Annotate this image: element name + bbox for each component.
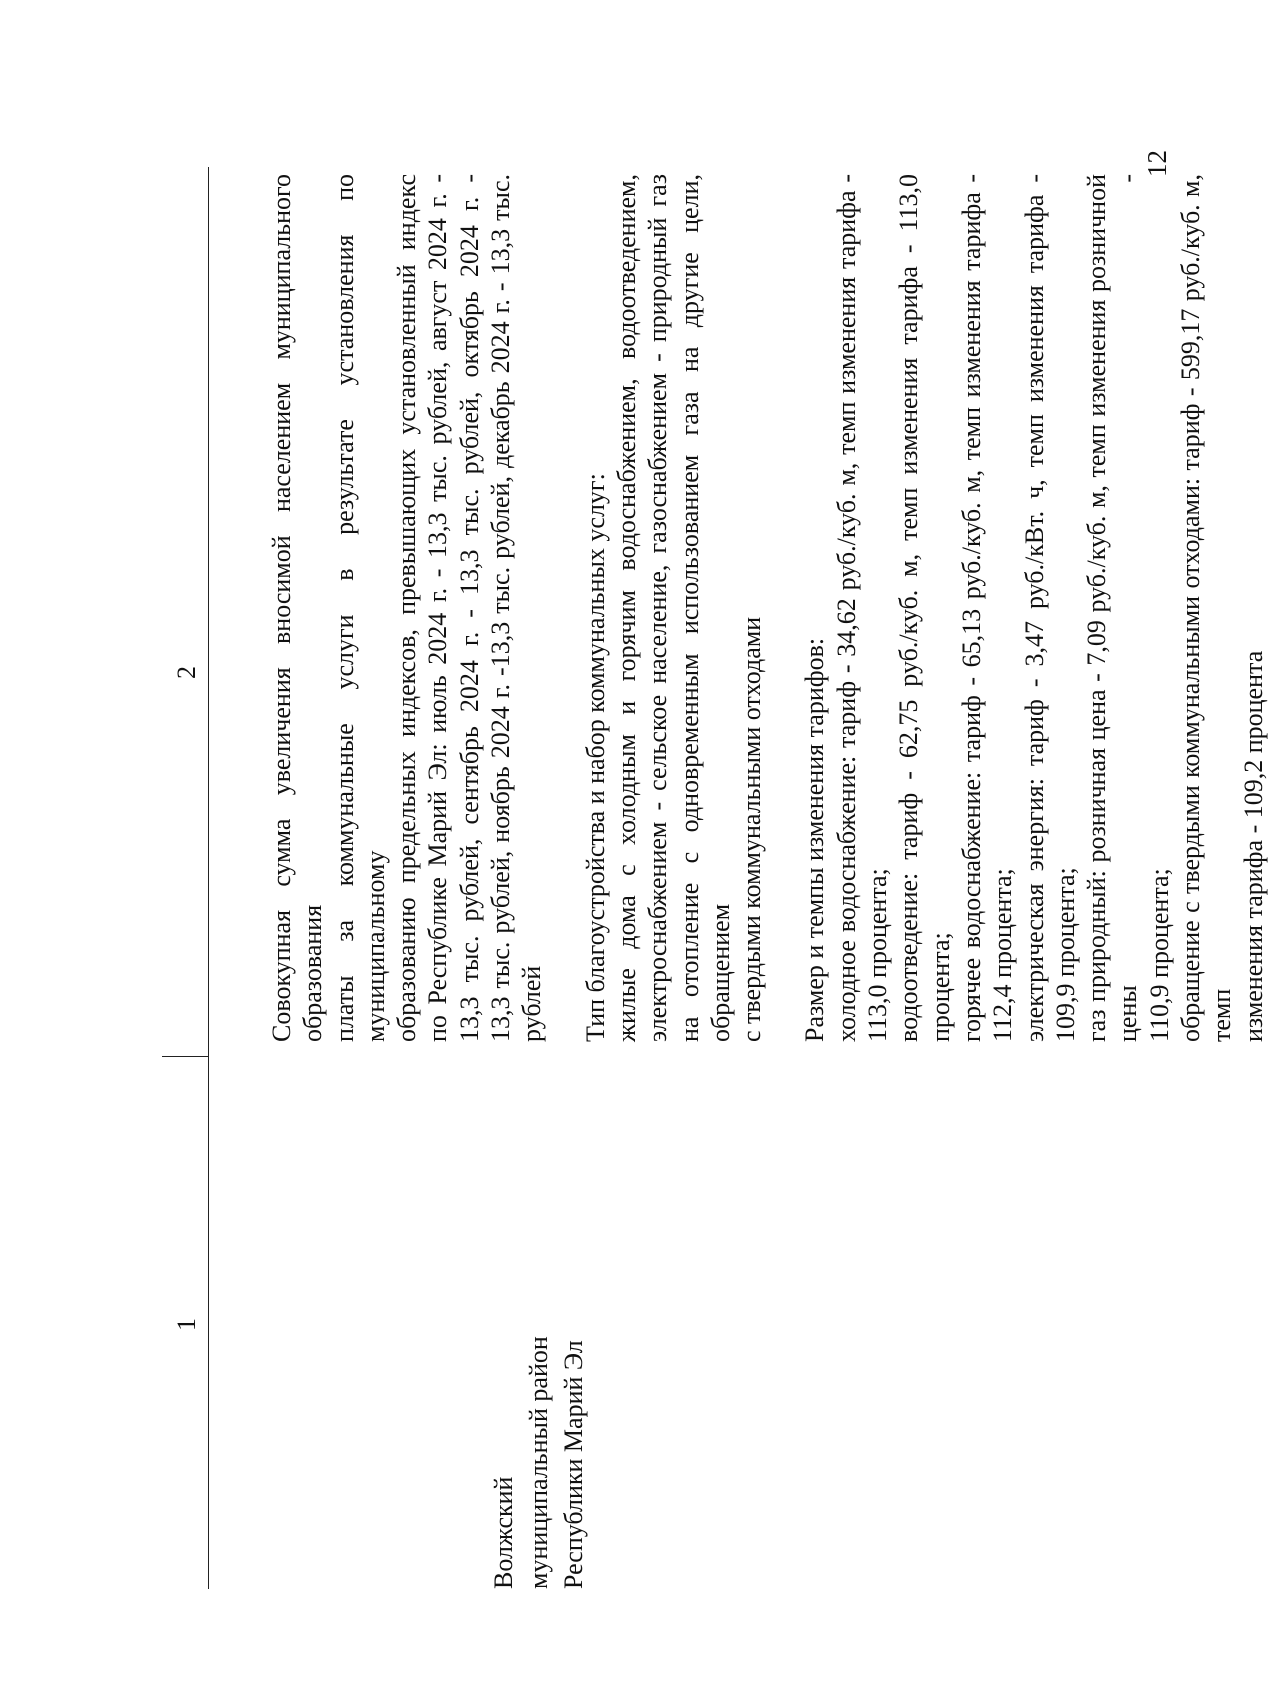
text-line: платы за коммунальные услуги в результате установления по муниципальному bbox=[329, 174, 390, 1042]
text-line: 112,4 процента; bbox=[988, 868, 1018, 1042]
text-line: 13,3 тыс. рублей, ноябрь 2024 г. -13,3 тыс. рублей, декабрь 2024 г. - 13,3 тыс. рублей bbox=[486, 174, 547, 1042]
text-line: 109,9 процента; bbox=[1050, 867, 1080, 1042]
text-line: электроснабжением - сельское население, газоснабжением - природный газ bbox=[643, 174, 673, 1042]
region-name-line: Республики Марий Эл bbox=[559, 1340, 588, 1589]
text-line: электрическая энергия: тариф - 3,47 руб./кВт. ч, темп изменения тарифа - bbox=[1019, 174, 1049, 1042]
paragraph-gap bbox=[548, 174, 580, 1042]
text-line: изменения тарифа - 109,2 процента bbox=[1238, 650, 1268, 1042]
services-block bbox=[580, 174, 768, 1042]
services-heading: Тип благоустройства и набор коммунальных услуг: bbox=[580, 473, 610, 1042]
text-line: с твердыми коммунальными отходами bbox=[737, 616, 767, 1042]
info-cell bbox=[266, 174, 1269, 1042]
table-column-divider bbox=[162, 1056, 208, 1057]
text-line: обращение с твердыми коммунальными отходами: тариф - 599,17 руб./куб. м, темп bbox=[1176, 174, 1237, 1042]
table-header-rule bbox=[208, 167, 209, 1589]
table-header-col2: 2 bbox=[172, 666, 201, 679]
text-line: 13,3 тыс. рублей, сентябрь 2024 г. - 13,3 тыс. рублей, октябрь 2024 г. - bbox=[454, 174, 484, 1042]
text-line: на отопление с одновременным использованием газа на другие цели, обращением bbox=[674, 174, 735, 1042]
text-line: холодное водоснабжение: тариф - 34,62 руб./куб. м, темп изменения тарифа - bbox=[831, 174, 861, 1042]
tariffs-block bbox=[799, 174, 1268, 1042]
tariffs-heading: Размер и темпы изменения тарифов: bbox=[800, 637, 830, 1042]
page-number: 12 bbox=[1142, 150, 1172, 177]
paragraph-gap bbox=[767, 174, 799, 1042]
text-line: горячее водоснабжение: тариф - 65,13 руб./куб. м, темп изменения тарифа - bbox=[956, 174, 986, 1042]
text-line: жилые дома с холодным и горячим водоснабжением, водоотведением, bbox=[611, 174, 641, 1042]
text-line: образованию предельных индексов, превышающих установленный индекс bbox=[392, 174, 422, 1042]
text-line: 110,9 процента; bbox=[1144, 868, 1174, 1042]
text-line: 113,0 процента; bbox=[863, 868, 893, 1042]
text-line: по Республике Марий Эл: июль 2024 г. - 13,3 тыс. рублей, август 2024 г. - bbox=[423, 174, 453, 1042]
region-name-line: муниципальный район bbox=[524, 1336, 553, 1589]
region-name-cell bbox=[486, 1069, 591, 1589]
payment-sum-block bbox=[266, 174, 548, 1042]
region-name-line: Волжский bbox=[489, 1476, 518, 1589]
table-header-col1: 1 bbox=[172, 1318, 201, 1331]
text-line: газ природный: розничная цена - 7,09 руб./куб. м, темп изменения розничной цены - bbox=[1082, 174, 1143, 1042]
text-line: Совокупная сумма увеличения вносимой населением муниципального образования bbox=[267, 174, 328, 1042]
text-line: водоотведение: тариф - 62,75 руб./куб. м, темп изменения тарифа - 113,0 процента; bbox=[894, 174, 955, 1042]
